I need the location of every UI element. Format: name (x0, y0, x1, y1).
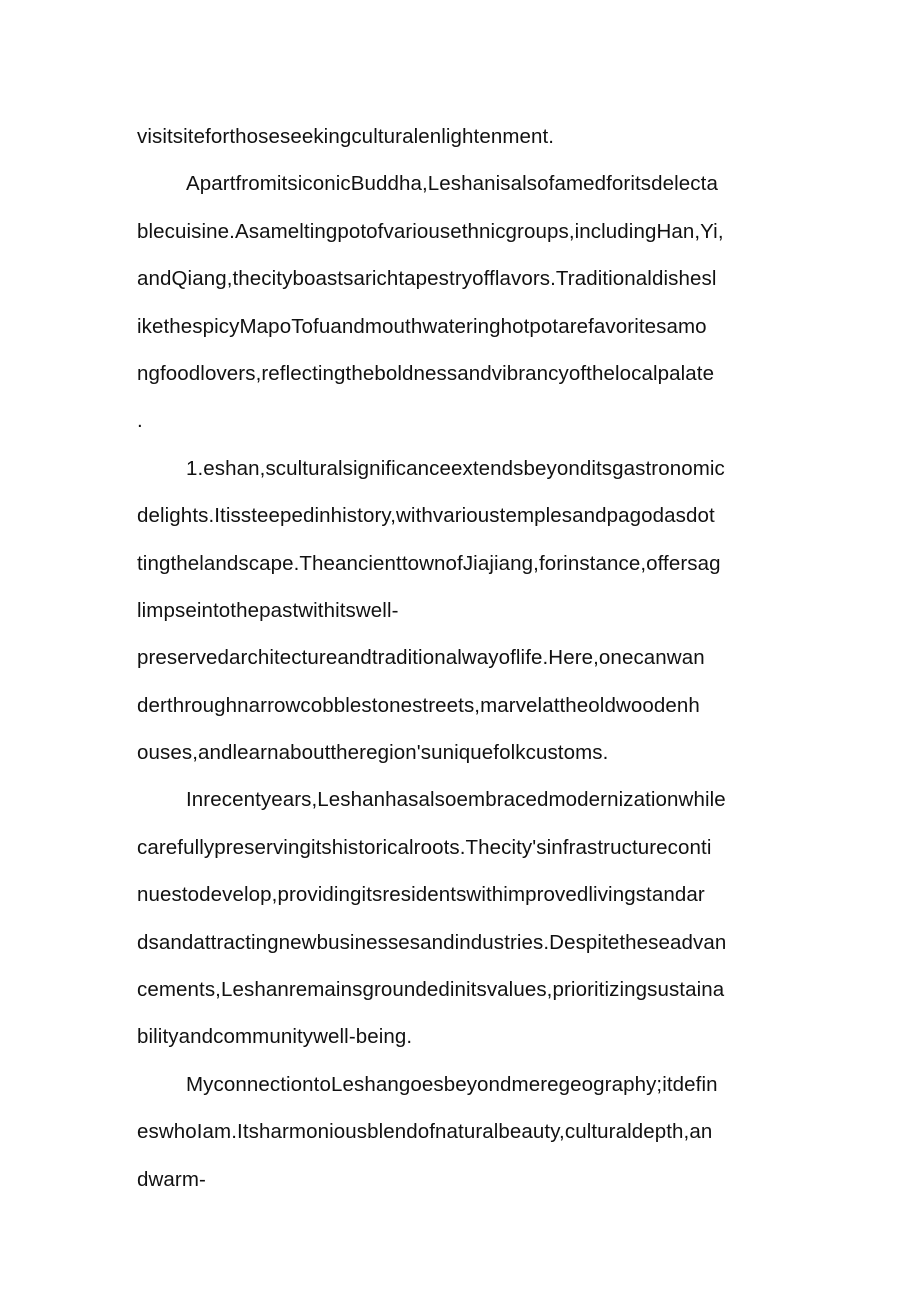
paragraph-first-line: Inrecentyears,Leshanhasalsoembracedmodernizationwhile (186, 788, 726, 812)
text-line: carefullypreservingitshistoricalroots.Thecity'sinfrastructureconti (137, 835, 712, 859)
text-line: visitsiteforthoseseekingculturalenlightenment. (137, 125, 555, 148)
text-line: derthroughnarrowcobblestonestreets,marvelattheoldwoodenh (137, 693, 700, 717)
text-line: eswhoIam.Itsharmoniousblendofnaturalbeauty,culturaldepth,an (137, 1120, 713, 1144)
text-line: ngfoodlovers,reflectingtheboldnessandvibrancyofthelocalpalate (137, 361, 715, 385)
text-line: blecuisine.Asameltingpotofvariousethnicgroups,includingHan,Yi, (137, 219, 724, 243)
text-line: . (137, 409, 143, 433)
paragraph-first-line: ApartfromitsiconicBuddha,Leshanisalsofamedforitsdelecta (186, 172, 718, 196)
text-line: preservedarchitectureandtraditionalwayoflife.Here,onecanwan (137, 646, 705, 670)
text-line: dsandattractingnewbusinessesandindustries.Despitetheseadvan (137, 930, 727, 954)
text-line: dwarm- (137, 1167, 206, 1191)
text-line: ouses,andlearnabouttheregion'suniquefolkcustoms. (137, 741, 609, 765)
text-line: nuestodevelop,providingitsresidentswithimprovedlivingstandar (137, 883, 705, 907)
text-line: tingthelandscape.TheancienttownofJiajiang,forinstance,offersag (137, 551, 721, 575)
paragraph-first-line: 1.eshan,sculturalsignificanceextendsbeyonditsgastronomic (186, 456, 725, 480)
text-line: bilityandcommunitywell-being. (137, 1025, 413, 1049)
text-line: cements,Leshanremainsgroundedinitsvalues,prioritizingsustaina (137, 978, 725, 1002)
text-line: ikethespicyMapoTofuandmouthwateringhotpotarefavoritesamo (137, 314, 707, 338)
text-line: delights.Itissteepedinhistory,withvarioustemplesandpagodasdot (137, 504, 715, 528)
text-line: limpseintothepastwithitswell- (137, 598, 399, 622)
text-line: andQiang,thecityboastsarichtapestryofflavors.Traditionaldishesl (137, 267, 717, 291)
paragraph-first-line: MyconnectiontoLeshangoesbeyondmeregeography;itdefin (186, 1072, 718, 1096)
document-body (137, 118, 797, 1208)
